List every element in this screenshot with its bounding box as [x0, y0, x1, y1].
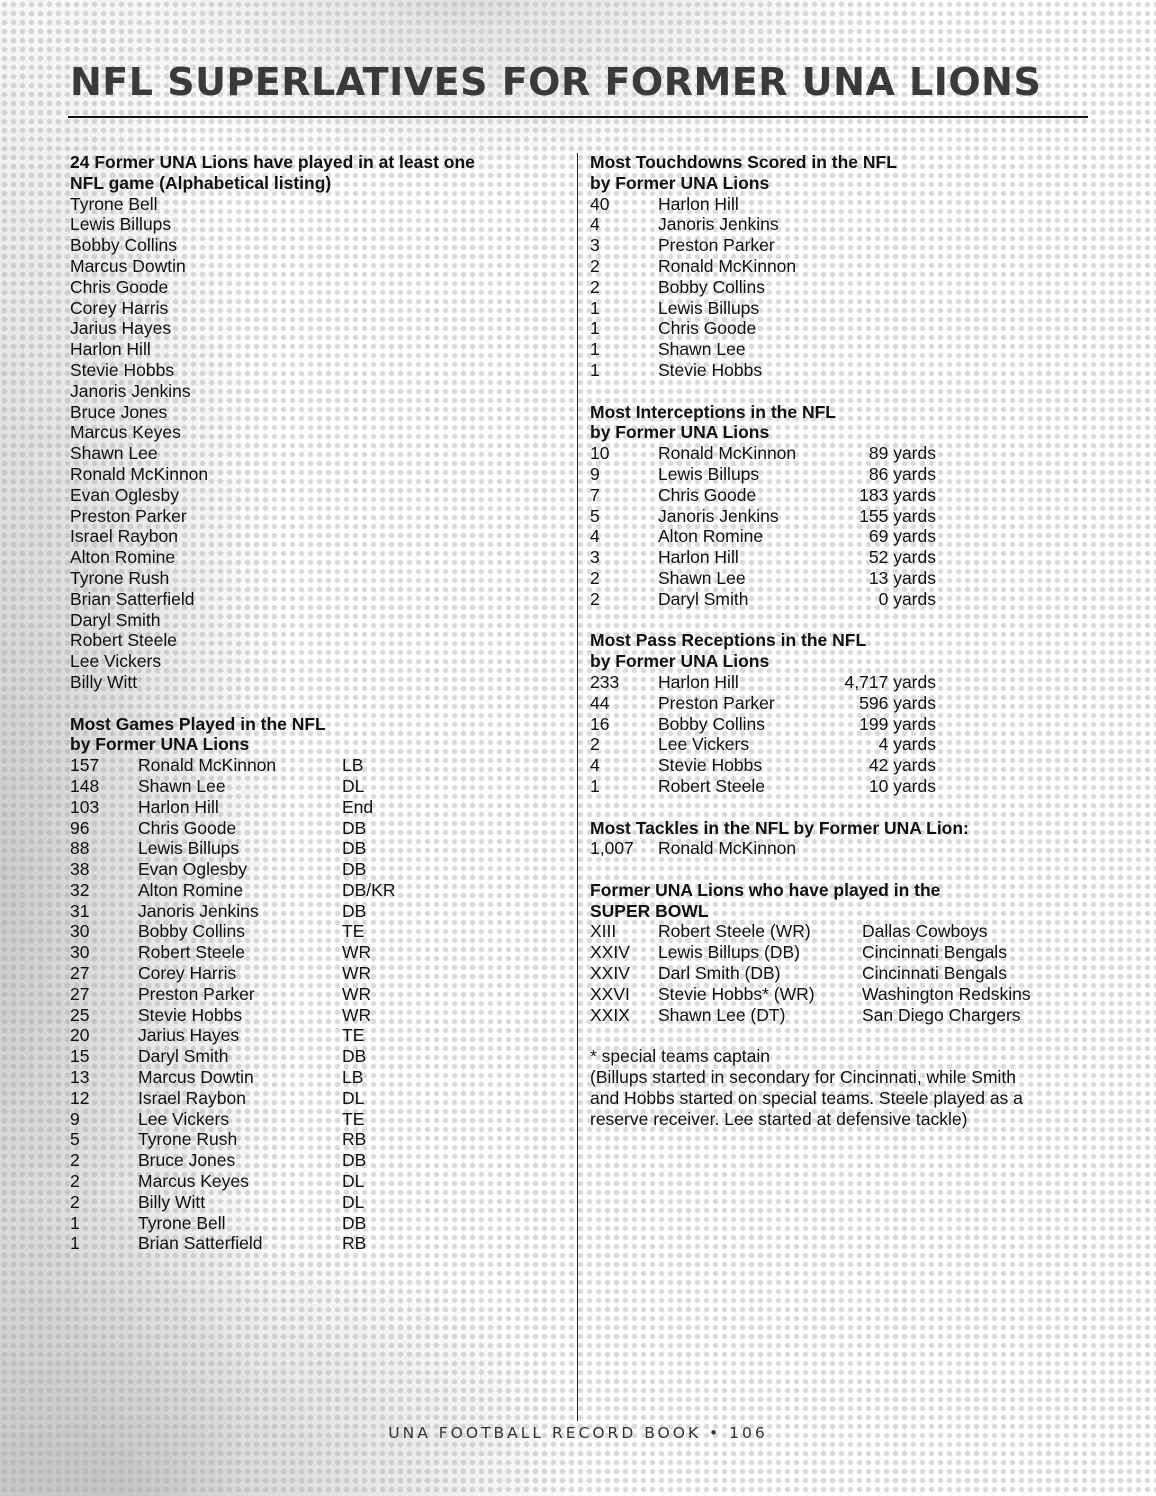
reception-count: 44 [590, 692, 610, 713]
touchdown-count: 1 [590, 359, 600, 380]
receptions-table [590, 672, 1090, 797]
touchdowns-row [590, 214, 1090, 235]
receptions-row [590, 714, 1090, 735]
games-row [70, 1171, 570, 1192]
player-name: Janoris Jenkins [658, 505, 779, 526]
interceptions-section [590, 402, 1090, 610]
games-row [70, 1067, 570, 1088]
games-count: 1 [70, 1212, 80, 1233]
touchdowns-row [590, 256, 1090, 277]
player-name: Brian Satterfield [70, 588, 195, 609]
games-count: 1 [70, 1233, 80, 1254]
games-count: 25 [70, 1004, 90, 1025]
superbowl-section [590, 880, 1090, 1026]
player-name: Israel Raybon [138, 1087, 246, 1108]
position: WR [342, 1004, 372, 1025]
games-row [70, 942, 570, 963]
reception-yards: 4 yards [878, 734, 936, 755]
games-row [70, 797, 570, 818]
interceptions-row [590, 547, 1090, 568]
touchdowns-heading-line1: Most Touchdowns Scored in the NFL [590, 152, 897, 172]
superbowl-row [590, 1005, 1090, 1026]
games-row [70, 1025, 570, 1046]
interception-count: 2 [590, 567, 600, 588]
player-name: Jarius Hayes [138, 1025, 240, 1046]
superbowl-number: XXIV [590, 963, 630, 984]
player-name: Chris Goode [138, 817, 237, 838]
games-count: 30 [70, 921, 90, 942]
tackles-player: Ronald McKinnon [658, 838, 797, 859]
superbowl-number: XXVI [590, 983, 630, 1004]
right-column [590, 152, 1090, 1129]
position: End [342, 796, 374, 817]
position: DL [342, 1191, 365, 1212]
position: DL [342, 1171, 365, 1192]
position: TE [342, 921, 365, 942]
games-count: 15 [70, 1046, 90, 1067]
player-name: Lewis Billups [658, 463, 760, 484]
note-line: and Hobbs started on special teams. Steele played as a [590, 1087, 1023, 1108]
roster-section [70, 152, 570, 693]
player-name: Brian Satterfield [138, 1233, 263, 1254]
touchdowns-row [590, 318, 1090, 339]
team-name: San Diego Chargers [862, 1004, 1021, 1025]
games-count: 32 [70, 879, 90, 900]
position: DB [342, 1046, 367, 1067]
page-title: NFL SUPERLATIVES FOR FORMER UNA LIONS [70, 60, 1042, 104]
player-name: Evan Oglesby [138, 859, 247, 880]
reception-yards: 42 yards [868, 755, 936, 776]
superbowl-number: XXIV [590, 942, 630, 963]
player-name: Marcus Dowtin [70, 255, 186, 276]
interceptions-row [590, 464, 1090, 485]
superbowl-row [590, 963, 1090, 984]
player-name: Stevie Hobbs [658, 755, 763, 776]
touchdown-count: 1 [590, 297, 600, 318]
interceptions-heading-line2: by Former UNA Lions [590, 422, 770, 443]
interceptions-heading-line1: Most Interceptions in the NFL [590, 401, 836, 422]
games-row [70, 1129, 570, 1150]
superbowl-heading-line1: Former UNA Lions who have played in the [590, 879, 941, 900]
position: DB/KR [342, 879, 396, 900]
player-name: Lee Vickers [658, 734, 750, 755]
games-count: 20 [70, 1025, 90, 1046]
player-name: Daryl Smith [138, 1046, 229, 1067]
interception-count: 4 [590, 526, 600, 547]
team-name: Cincinnati Bengals [862, 942, 1007, 963]
player-name: Ronald McKinnon [658, 255, 797, 276]
interceptions-row [590, 443, 1090, 464]
games-count: 27 [70, 963, 90, 984]
reception-yards: 10 yards [868, 775, 936, 796]
player-name: Evan Oglesby [70, 484, 179, 505]
team-name: Cincinnati Bengals [862, 963, 1007, 984]
roster-heading-line2: NFL game (Alphabetical listing) [70, 172, 332, 193]
position: RB [342, 1129, 367, 1150]
superbowl-number: XXIX [590, 1004, 630, 1025]
player-name: Alton Romine [658, 526, 764, 547]
superbowl-row [590, 921, 1090, 942]
player-name: Bruce Jones [70, 401, 168, 422]
position: DB [342, 900, 367, 921]
player-name: Preston Parker [658, 692, 775, 713]
games-count: 38 [70, 859, 90, 880]
player-name: Preston Parker [658, 235, 775, 256]
player-name: Darl Smith (DB) [658, 963, 781, 984]
player-name: Daryl Smith [70, 609, 161, 630]
touchdowns-row [590, 360, 1090, 381]
player-name: Ronald McKinnon [138, 755, 277, 776]
tackles-heading: Most Tackles in the NFL by Former UNA Lion: [590, 817, 969, 838]
player-name: Lewis Billups (DB) [658, 942, 800, 963]
games-row [70, 1088, 570, 1109]
games-count: 13 [70, 1067, 90, 1088]
player-name: Alton Romine [138, 879, 244, 900]
team-name: Dallas Cowboys [862, 921, 988, 942]
reception-count: 16 [590, 713, 610, 734]
player-name: Bobby Collins [658, 276, 765, 297]
team-name: Washington Redskins [862, 983, 1031, 1004]
player-name: Harlon Hill [70, 339, 151, 360]
player-name: Bobby Collins [70, 235, 177, 256]
player-name: Lee Vickers [138, 1108, 230, 1129]
games-count: 2 [70, 1171, 80, 1192]
receptions-row [590, 672, 1090, 693]
player-name: Shawn Lee [138, 775, 226, 796]
receptions-heading-line1: Most Pass Receptions in the NFL [590, 630, 867, 651]
notes-section [590, 1046, 1090, 1129]
games-row [70, 1005, 570, 1026]
touchdowns-row [590, 235, 1090, 256]
reception-count: 1 [590, 775, 600, 796]
player-name: Marcus Keyes [70, 422, 181, 443]
player-name: Ronald McKinnon [70, 463, 209, 484]
receptions-row [590, 734, 1090, 755]
interception-count: 9 [590, 463, 600, 484]
note-line: (Billups started in secondary for Cincinnati, while Smith [590, 1067, 1017, 1088]
player-name: Marcus Keyes [138, 1171, 249, 1192]
games-row [70, 755, 570, 776]
player-name: Janoris Jenkins [658, 214, 779, 235]
games-count: 103 [70, 796, 100, 817]
player-name: Harlon Hill [658, 671, 739, 692]
games-row [70, 818, 570, 839]
interceptions-row [590, 485, 1090, 506]
touchdown-count: 1 [590, 339, 600, 360]
games-count: 9 [70, 1108, 80, 1129]
touchdowns-section [590, 152, 1090, 381]
games-count: 2 [70, 1191, 80, 1212]
player-name: Shawn Lee [658, 567, 746, 588]
games-count: 5 [70, 1129, 80, 1150]
player-name: Marcus Dowtin [138, 1067, 254, 1088]
interception-count: 7 [590, 484, 600, 505]
return-yards: 69 yards [868, 526, 936, 547]
return-yards: 155 yards [859, 505, 936, 526]
games-count: 157 [70, 755, 100, 776]
superbowl-table [590, 921, 1090, 1025]
player-name: Daryl Smith [658, 588, 749, 609]
games-count: 30 [70, 942, 90, 963]
games-count: 12 [70, 1087, 90, 1108]
touchdown-count: 4 [590, 214, 600, 235]
player-name: Janoris Jenkins [138, 900, 259, 921]
reception-yards: 596 yards [859, 692, 936, 713]
reception-yards: 4,717 yards [844, 671, 936, 692]
reception-count: 4 [590, 755, 600, 776]
left-column [70, 152, 570, 1275]
player-name: Tyrone Rush [70, 567, 170, 588]
return-yards: 52 yards [868, 547, 936, 568]
tackles-row [590, 838, 1090, 859]
player-name: Harlon Hill [138, 796, 219, 817]
note-line: reserve receiver. Lee started at defensive tackle) [590, 1108, 968, 1129]
games-count: 96 [70, 817, 90, 838]
player-name: Ronald McKinnon [658, 443, 797, 464]
games-count: 2 [70, 1150, 80, 1171]
touchdown-count: 3 [590, 235, 600, 256]
player-name: Lee Vickers [70, 651, 162, 672]
position: WR [342, 942, 372, 963]
position: TE [342, 1108, 365, 1129]
page-footer: UNA FOOTBALL RECORD BOOK • 106 [388, 1424, 768, 1442]
touchdowns-heading-line2: by Former UNA Lions [590, 172, 770, 193]
games-row [70, 1109, 570, 1130]
player-name: Stevie Hobbs [138, 1004, 243, 1025]
player-name: Robert Steele (WR) [658, 921, 811, 942]
interception-count: 5 [590, 505, 600, 526]
position: WR [342, 983, 372, 1004]
games-row [70, 1046, 570, 1067]
games-row [70, 921, 570, 942]
position: DL [342, 1087, 365, 1108]
games-count: 148 [70, 775, 100, 796]
position: DB [342, 817, 367, 838]
interception-count: 10 [590, 443, 610, 464]
player-name: Stevie Hobbs [658, 359, 763, 380]
player-name: Corey Harris [138, 963, 237, 984]
interception-count: 2 [590, 588, 600, 609]
games-row [70, 1233, 570, 1254]
return-yards: 13 yards [868, 567, 936, 588]
player-name: Billy Witt [138, 1191, 206, 1212]
player-name: Israel Raybon [70, 526, 178, 547]
interceptions-row [590, 506, 1090, 527]
superbowl-heading-line2: SUPER BOWL [590, 900, 709, 921]
superbowl-row [590, 942, 1090, 963]
player-name: Robert Steele [138, 942, 246, 963]
interception-count: 3 [590, 547, 600, 568]
games-count: 88 [70, 838, 90, 859]
touchdown-count: 2 [590, 255, 600, 276]
position: LB [342, 1067, 364, 1088]
player-name: Shawn Lee [658, 339, 746, 360]
player-name: Tyrone Bell [138, 1212, 226, 1233]
touchdowns-row [590, 277, 1090, 298]
games-heading-line1: Most Games Played in the NFL [70, 713, 326, 734]
position: TE [342, 1025, 365, 1046]
player-name: Shawn Lee [70, 443, 158, 464]
reception-yards: 199 yards [859, 713, 936, 734]
receptions-heading-line2: by Former UNA Lions [590, 651, 770, 672]
player-name: Tyrone Bell [70, 193, 158, 214]
player-name: Chris Goode [658, 318, 757, 339]
player-name: Stevie Hobbs* (WR) [658, 983, 815, 1004]
position: WR [342, 963, 372, 984]
reception-count: 2 [590, 734, 600, 755]
player-name: Harlon Hill [658, 193, 739, 214]
return-yards: 183 yards [859, 484, 936, 505]
roster-list [70, 194, 570, 693]
receptions-row [590, 776, 1090, 797]
position: LB [342, 755, 364, 776]
player-name: Bobby Collins [658, 713, 765, 734]
touchdowns-table [590, 194, 1090, 381]
receptions-section [590, 630, 1090, 796]
interceptions-row [590, 526, 1090, 547]
games-row [70, 838, 570, 859]
interceptions-row [590, 568, 1090, 589]
touchdown-count: 40 [590, 193, 610, 214]
player-name: Chris Goode [70, 276, 169, 297]
games-table [70, 755, 570, 1254]
position: DB [342, 838, 367, 859]
title-rule [68, 116, 1088, 118]
position: DB [342, 1212, 367, 1233]
games-row [70, 1192, 570, 1213]
player-name: Shawn Lee (DT) [658, 1004, 786, 1025]
roster-heading-line1: 24 Former UNA Lions have played in at least one [70, 152, 475, 172]
touchdowns-row [590, 194, 1090, 215]
games-count: 31 [70, 900, 90, 921]
tackles-value: 1,007 [590, 838, 634, 859]
games-row [70, 963, 570, 984]
superbowl-number: XIII [590, 921, 617, 942]
superbowl-row [590, 984, 1090, 1005]
return-yards: 86 yards [868, 463, 936, 484]
player-name: Jarius Hayes [70, 318, 172, 339]
player-name: Alton Romine [70, 547, 176, 568]
touchdown-count: 1 [590, 318, 600, 339]
player-name: Billy Witt [70, 671, 138, 692]
return-yards: 89 yards [868, 443, 936, 464]
player-name: Corey Harris [70, 297, 169, 318]
position: DL [342, 775, 365, 796]
games-row [70, 859, 570, 880]
player-name: Bobby Collins [138, 921, 245, 942]
footnote: * special teams captain [590, 1046, 770, 1067]
position: DB [342, 859, 367, 880]
player-name: Robert Steele [658, 775, 766, 796]
position: RB [342, 1233, 367, 1254]
touchdowns-row [590, 298, 1090, 319]
receptions-row [590, 693, 1090, 714]
column-divider [577, 153, 578, 1421]
return-yards: 0 yards [878, 588, 936, 609]
games-section [70, 714, 570, 1255]
games-row [70, 901, 570, 922]
touchdowns-row [590, 339, 1090, 360]
games-heading-line2: by Former UNA Lions [70, 734, 250, 755]
games-row [70, 880, 570, 901]
player-name: Tyrone Rush [138, 1129, 238, 1150]
interceptions-row [590, 589, 1090, 610]
player-name: Robert Steele [70, 630, 178, 651]
player-name: Bruce Jones [138, 1150, 236, 1171]
position: DB [342, 1150, 367, 1171]
player-name: Lewis Billups [70, 214, 172, 235]
games-row [70, 776, 570, 797]
tackles-section [590, 818, 1090, 860]
player-name: Janoris Jenkins [70, 380, 191, 401]
games-count: 27 [70, 983, 90, 1004]
player-name: Harlon Hill [658, 547, 739, 568]
player-name: Stevie Hobbs [70, 359, 175, 380]
player-name: Preston Parker [138, 983, 255, 1004]
reception-count: 233 [590, 671, 620, 692]
interceptions-table [590, 443, 1090, 609]
games-row [70, 1213, 570, 1234]
touchdown-count: 2 [590, 276, 600, 297]
receptions-row [590, 755, 1090, 776]
games-row [70, 1150, 570, 1171]
player-name: Lewis Billups [658, 297, 760, 318]
player-name: Chris Goode [658, 484, 757, 505]
player-name: Preston Parker [70, 505, 187, 526]
games-row [70, 984, 570, 1005]
player-name: Lewis Billups [138, 838, 240, 859]
